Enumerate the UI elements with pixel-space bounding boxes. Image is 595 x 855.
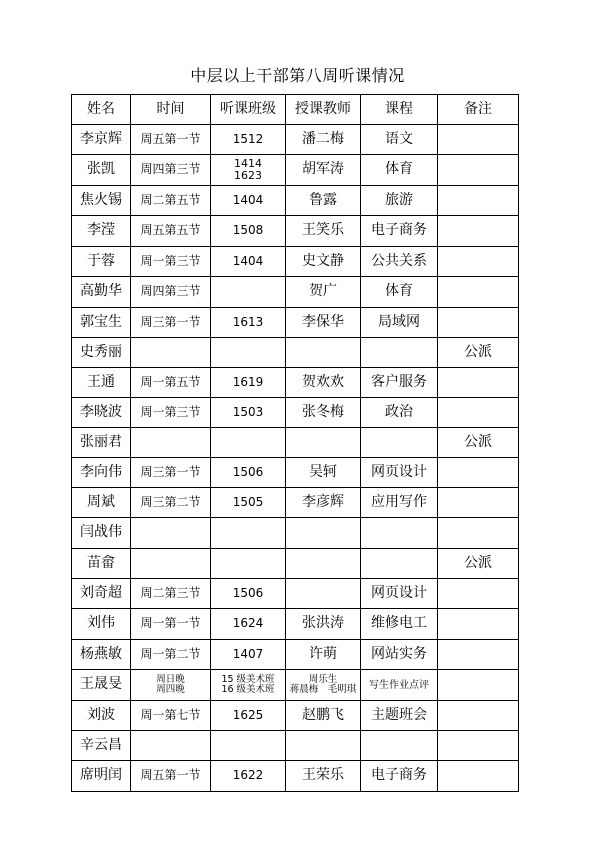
- cell-time: [131, 247, 211, 277]
- cell-time: [131, 670, 211, 701]
- cell-teacher-line: 许萌: [309, 645, 337, 662]
- cell-teacher: [286, 549, 361, 579]
- cell-name: 王晟旻: [72, 670, 131, 701]
- header-note: 备注: [438, 95, 519, 125]
- cell-class: [211, 609, 286, 640]
- cell-time-line: 周二第五节: [140, 192, 201, 207]
- cell-teacher-line: 潘二梅: [302, 130, 344, 147]
- cell-note: [438, 731, 519, 761]
- cell-name: 刘波: [72, 701, 131, 731]
- cell-name: 李晓波: [72, 398, 131, 428]
- cell-name: 李滢: [72, 216, 131, 247]
- cell-note: [438, 761, 519, 792]
- cell-teacher: [286, 731, 361, 761]
- cell-class: [211, 398, 286, 428]
- cell-class-line: 1505: [232, 494, 264, 509]
- cell-time: [131, 579, 211, 609]
- table-row: [72, 186, 519, 216]
- cell-class: [211, 308, 286, 338]
- cell-note: [438, 609, 519, 640]
- table-row: [72, 458, 519, 488]
- cell-name: 周斌: [72, 488, 131, 518]
- cell-time: [131, 609, 211, 640]
- cell-teacher: [286, 458, 361, 488]
- cell-class: [211, 488, 286, 518]
- cell-time: [131, 761, 211, 792]
- table-row: [72, 670, 519, 701]
- cell-teacher-line: 张冬梅: [302, 403, 344, 420]
- schedule-table: [71, 94, 519, 792]
- table-row: [72, 125, 519, 155]
- cell-teacher: [286, 518, 361, 549]
- cell-course: [361, 518, 438, 549]
- cell-time-line: 周四第三节: [140, 162, 201, 177]
- cell-time: [131, 518, 211, 549]
- cell-teacher: [286, 155, 361, 186]
- table-row: [72, 368, 519, 398]
- cell-time-line: 周一第七节: [140, 707, 201, 722]
- cell-time-line: 周一第一节: [140, 616, 201, 631]
- cell-note: [438, 398, 519, 428]
- cell-teacher-line: 吴轲: [309, 463, 337, 480]
- cell-class-line: 1404: [232, 253, 264, 268]
- table-row: [72, 549, 519, 579]
- cell-time: [131, 428, 211, 458]
- table-row: [72, 579, 519, 609]
- cell-note: [438, 125, 519, 155]
- table-row: [72, 277, 519, 308]
- cell-teacher: [286, 609, 361, 640]
- cell-name: 杨燕敏: [72, 640, 131, 670]
- cell-note: [438, 579, 519, 609]
- cell-teacher-line: 张洪涛: [302, 615, 344, 632]
- cell-course: 电子商务: [361, 216, 438, 247]
- cell-class-line: 1508: [232, 223, 264, 238]
- cell-class-line: 1506: [232, 464, 264, 479]
- cell-time-line: 周五第一节: [140, 768, 201, 783]
- cell-teacher: [286, 277, 361, 308]
- cell-class: [211, 701, 286, 731]
- cell-teacher: [286, 640, 361, 670]
- cell-time-line: 周四晚: [156, 684, 185, 695]
- cell-class: [211, 670, 286, 701]
- cell-note: [438, 247, 519, 277]
- cell-course: 应用写作: [361, 488, 438, 518]
- cell-time: [131, 338, 211, 368]
- cell-time-line: 周三第一节: [140, 314, 201, 329]
- header-row: [72, 95, 519, 125]
- cell-time-line: 周五第五节: [140, 223, 201, 238]
- cell-class: [211, 277, 286, 308]
- cell-name: 李京辉: [72, 125, 131, 155]
- cell-teacher: [286, 398, 361, 428]
- cell-name: 史秀丽: [72, 338, 131, 368]
- table-row: [72, 308, 519, 338]
- table-row: [72, 155, 519, 186]
- cell-teacher: [286, 701, 361, 731]
- cell-time-line: 周二第三节: [140, 585, 201, 600]
- cell-time: [131, 125, 211, 155]
- cell-course: 公共关系: [361, 247, 438, 277]
- cell-time-line: 周四第三节: [140, 284, 201, 299]
- header-teacher: 授课教师: [286, 95, 361, 125]
- cell-teacher: [286, 428, 361, 458]
- cell-class-line: 16 级美术班: [221, 684, 275, 695]
- cell-time-line: 周五第一节: [140, 131, 201, 146]
- cell-time: [131, 398, 211, 428]
- cell-time-line: 周一第三节: [140, 404, 201, 419]
- cell-class: [211, 761, 286, 792]
- cell-teacher: [286, 368, 361, 398]
- cell-class-line: 1404: [232, 192, 264, 207]
- cell-teacher-line: 赵鹏飞: [302, 706, 344, 723]
- cell-course: 网站实务: [361, 640, 438, 670]
- cell-time: [131, 308, 211, 338]
- cell-course: 客户服务: [361, 368, 438, 398]
- table-row: [72, 428, 519, 458]
- cell-class-line: 1503: [232, 404, 264, 419]
- cell-teacher-line: 贺广: [309, 283, 337, 300]
- cell-time: [131, 640, 211, 670]
- cell-class-line: 1625: [232, 707, 264, 722]
- cell-class-line: 1512: [232, 131, 264, 146]
- cell-teacher-line: 史文静: [302, 252, 344, 269]
- cell-note: [438, 308, 519, 338]
- cell-time-line: 周三第一节: [140, 464, 201, 479]
- table-row: [72, 488, 519, 518]
- cell-class-line: 1622: [232, 768, 264, 783]
- cell-class-line: 1506: [232, 585, 264, 600]
- cell-class-line: 1407: [232, 646, 264, 661]
- cell-course: 主题班会: [361, 701, 438, 731]
- cell-teacher: [286, 761, 361, 792]
- header-course: 课程: [361, 95, 438, 125]
- cell-course: [361, 338, 438, 368]
- cell-time: [131, 216, 211, 247]
- cell-name: 席明闰: [72, 761, 131, 792]
- cell-class: [211, 579, 286, 609]
- cell-class: [211, 216, 286, 247]
- cell-time-line: 周一第三节: [140, 253, 201, 268]
- cell-teacher-line: 王笑乐: [302, 222, 344, 239]
- cell-time: [131, 488, 211, 518]
- cell-course: [361, 549, 438, 579]
- cell-note: [438, 186, 519, 216]
- table-row: [72, 338, 519, 368]
- cell-class: [211, 549, 286, 579]
- cell-note: [438, 277, 519, 308]
- table-row: [72, 640, 519, 670]
- cell-teacher-line: 王荣乐: [302, 767, 344, 784]
- cell-note: 公派: [438, 428, 519, 458]
- cell-class-line: 1624: [232, 616, 264, 631]
- cell-class: [211, 428, 286, 458]
- cell-time: [131, 549, 211, 579]
- header-name: 姓名: [72, 95, 131, 125]
- cell-note: [438, 701, 519, 731]
- cell-name: 李向伟: [72, 458, 131, 488]
- cell-name: 刘奇超: [72, 579, 131, 609]
- cell-name: 张丽君: [72, 428, 131, 458]
- cell-class-line: 1414: [234, 156, 262, 170]
- cell-class: [211, 518, 286, 549]
- cell-time: [131, 155, 211, 186]
- cell-note: [438, 368, 519, 398]
- cell-course: [361, 731, 438, 761]
- cell-name: 张凯: [72, 155, 131, 186]
- cell-time: [131, 368, 211, 398]
- cell-teacher-line: 李保华: [302, 313, 344, 330]
- cell-class: [211, 155, 286, 186]
- cell-course: 网页设计: [361, 458, 438, 488]
- cell-note: [438, 216, 519, 247]
- cell-class: [211, 368, 286, 398]
- cell-name: 辛云昌: [72, 731, 131, 761]
- cell-class: [211, 458, 286, 488]
- cell-time-line: 周一第二节: [140, 646, 201, 661]
- cell-class-line: 15 级美术班: [221, 673, 275, 685]
- cell-name: 焦火锡: [72, 186, 131, 216]
- cell-name: 郭宝生: [72, 308, 131, 338]
- cell-class-line: 1613: [232, 314, 264, 329]
- cell-teacher: [286, 247, 361, 277]
- cell-name: 闫战伟: [72, 518, 131, 549]
- cell-course: [361, 428, 438, 458]
- header-time: 时间: [131, 95, 211, 125]
- cell-note: 公派: [438, 338, 519, 368]
- cell-course: 写生作业点评: [361, 670, 438, 701]
- cell-course: 语文: [361, 125, 438, 155]
- cell-name: 高勤华: [72, 277, 131, 308]
- cell-teacher: [286, 338, 361, 368]
- cell-class: [211, 338, 286, 368]
- header-class: 听课班级: [211, 95, 286, 125]
- cell-time: [131, 731, 211, 761]
- cell-teacher-line: 蒋晨梅 毛明琪: [289, 684, 357, 695]
- cell-note: [438, 155, 519, 186]
- cell-note: 公派: [438, 549, 519, 579]
- cell-teacher-line: 贺欢欢: [302, 373, 344, 390]
- cell-course: 政治: [361, 398, 438, 428]
- cell-class: [211, 247, 286, 277]
- cell-note: [438, 458, 519, 488]
- cell-name: 于蓉: [72, 247, 131, 277]
- cell-note: [438, 670, 519, 701]
- table-row: [72, 761, 519, 792]
- table-row: [72, 518, 519, 549]
- cell-class: [211, 125, 286, 155]
- cell-time: [131, 458, 211, 488]
- cell-teacher-line: 胡军涛: [302, 161, 344, 178]
- page-title: 中层以上干部第八周听课情况: [190, 66, 405, 85]
- cell-time-line: 周一第五节: [140, 374, 201, 389]
- cell-time: [131, 277, 211, 308]
- cell-note: [438, 640, 519, 670]
- table-row: [72, 247, 519, 277]
- cell-class-line: 1619: [232, 374, 264, 389]
- cell-teacher: [286, 216, 361, 247]
- cell-teacher: [286, 488, 361, 518]
- cell-teacher: [286, 579, 361, 609]
- table-row: [72, 609, 519, 640]
- cell-note: [438, 488, 519, 518]
- table-row: [72, 731, 519, 761]
- cell-course: 网页设计: [361, 579, 438, 609]
- cell-course: 体育: [361, 277, 438, 308]
- cell-teacher: [286, 125, 361, 155]
- cell-time: [131, 186, 211, 216]
- cell-course: 维修电工: [361, 609, 438, 640]
- cell-time: [131, 701, 211, 731]
- cell-class: [211, 186, 286, 216]
- cell-teacher-line: 鲁露: [309, 191, 337, 208]
- cell-name: 苗畲: [72, 549, 131, 579]
- cell-name: 刘伟: [72, 609, 131, 640]
- table-row: [72, 398, 519, 428]
- cell-class: [211, 640, 286, 670]
- cell-teacher-line: 李彦辉: [302, 493, 344, 510]
- cell-teacher-line: 周乐生: [308, 673, 338, 685]
- cell-note: [438, 518, 519, 549]
- cell-teacher: [286, 308, 361, 338]
- cell-time-line: 周日晚: [156, 673, 185, 685]
- cell-course: 旅游: [361, 186, 438, 216]
- table-row: [72, 701, 519, 731]
- table-row: [72, 216, 519, 247]
- cell-name: 王通: [72, 368, 131, 398]
- cell-class: [211, 731, 286, 761]
- cell-class-line: 1623: [234, 169, 262, 182]
- cell-course: 电子商务: [361, 761, 438, 792]
- cell-time-line: 周三第二节: [140, 494, 201, 509]
- cell-teacher: [286, 186, 361, 216]
- cell-course: 体育: [361, 155, 438, 186]
- cell-teacher: [286, 670, 361, 701]
- cell-course: 局域网: [361, 308, 438, 338]
